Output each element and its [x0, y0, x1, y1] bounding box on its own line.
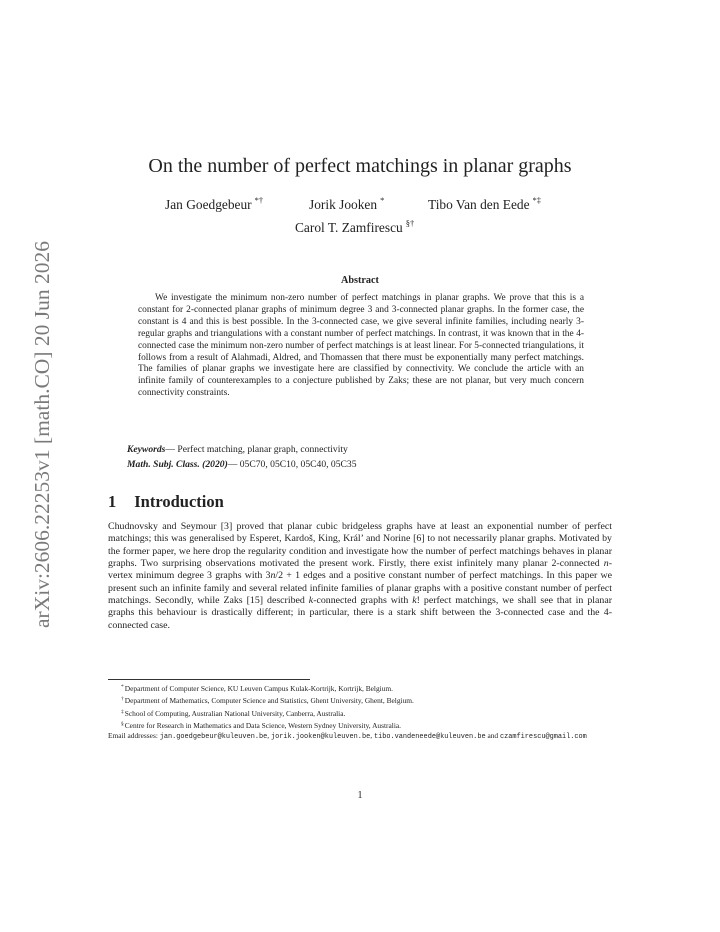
affiliation-marks: *‡	[532, 195, 542, 205]
affiliation-marks: *†	[254, 195, 264, 205]
author-name: Tibo Van den Eede	[428, 197, 530, 212]
intro-text-1: Chudnovsky and Seymour [3] proved that planar cubic bridgeless graphs have at least an exponential number of perfect matchings; this was generalised by Esperet, Kardoš, King, Král’ and Norine [6] to not necessarily planar graphs. Motivated by the former paper, we here drop the regularity condition and investigate how the number of perfect matchings behaves in planar graphs. Two surprising observations motivated the present work. Firstly, there exist infinitely many planar 2-connected	[108, 521, 612, 570]
intro-text-4: -connected graphs with	[313, 595, 413, 607]
abstract-heading: Abstract	[341, 275, 379, 286]
email-and: and	[487, 731, 499, 741]
intro-paragraph	[108, 521, 612, 632]
footnote-text: School of Computing, Australian National University, Canberra, Australia.	[124, 708, 346, 718]
msc-line	[127, 459, 357, 470]
author-name: Carol T. Zamfirescu	[295, 220, 403, 235]
footnote-text: Department of Computer Science, KU Leuven Campus Kulak-Kortrijk, Kortrijk, Belgium.	[124, 684, 394, 693]
affiliation-marks: *	[380, 195, 385, 205]
keywords-line	[127, 444, 348, 455]
email-separator: ,	[267, 731, 270, 741]
email-link[interactable]: jorik.jooken@kuleuven.be	[270, 733, 371, 742]
footnote-mark: †	[121, 696, 124, 703]
affiliation-marks: §†	[405, 218, 415, 228]
author-name: Jan Goedgebeur	[165, 197, 252, 212]
arxiv-identifier: arXiv:2606.22253v1 [math.CO] 20 Jun 2026	[30, 241, 54, 629]
intro-text-5: ! perfect matchings, we shall see that in planar graphs this behaviour is drastically different; in particular, there is a stark shift between the 3-connected case and the 4-connected case.	[108, 595, 612, 631]
section-title: Introduction	[134, 492, 224, 511]
email-link[interactable]: jan.goedgebeur@kuleuven.be	[159, 733, 268, 742]
footnote	[108, 694, 612, 706]
msc-text: — 05C70, 05C10, 05C40, 05C35	[227, 459, 357, 470]
author-jooken	[309, 195, 384, 213]
footnote-mark: *	[121, 684, 124, 690]
abstract-text: We investigate the minimum non-zero number of perfect matchings in planar graphs. We prove that this is a constant for 2-connected planar graphs of minimum degree 3 and 3-connected planar graphs. In the former case, the constant is 4 and this is best possible. In the 3-connected case, we give several infinite families, including nearly 3-regular graphs and triangulations with a constant number of perfect matchings. In contrast, it was known that in the 4-connected case the minimum non-zero number of perfect matchings is at least linear. For 5-connected triangulations, it follows from a result of Alahmadi, Aldred, and Thomassen that there must be exponentially many perfect matchings. The families of planar graphs we investigate here are classified by connectivity. We conclude the article with an infinite family of counterexamples to a conjecture published by Zaks; these are not planar, but very much concern connectivity constraints.	[138, 293, 584, 399]
footnote	[108, 707, 612, 719]
math-k: k	[412, 595, 417, 607]
page-number: 1	[357, 790, 363, 801]
footnote-text: Centre for Research in Mathematics and Data Science, Western Sydney University, Australia.	[124, 720, 402, 730]
footnote	[108, 682, 612, 694]
email-link[interactable]: czamfirescu@gmail.com	[499, 733, 587, 742]
footnote-mark: §	[121, 720, 124, 727]
email-label: Email addresses:	[108, 731, 158, 741]
footnote-rule	[108, 679, 310, 680]
email-addresses	[108, 731, 612, 742]
keywords-label: Keywords	[127, 444, 166, 455]
math-n: n	[270, 570, 276, 582]
author-van-den-eede	[428, 195, 541, 213]
math-k: k	[308, 595, 314, 607]
math-n: n	[603, 558, 609, 570]
footnote-mark: ‡	[121, 708, 124, 715]
keywords-text: — Perfect matching, planar graph, connectivity	[165, 444, 348, 455]
intro-text-3: /2 + 1 edges and a positive constant number of perfect matchings. In this paper we present such an infinite family and several related infinite families of planar graphs with a positive constant number of perfect matchings. Secondly, while Zaks [15] described	[108, 570, 612, 607]
author-goedgebeur	[165, 195, 263, 213]
email-separator: ,	[370, 731, 373, 741]
section-heading	[108, 492, 224, 512]
author-name: Jorik Jooken	[309, 197, 378, 212]
footnote	[108, 719, 612, 731]
footnote-text: Department of Mathematics, Computer Science and Statistics, Ghent University, Ghent, Belgium.	[124, 696, 414, 706]
footnotes	[108, 682, 612, 742]
msc-label: Math. Subj. Class. (2020)	[127, 459, 228, 470]
intro-text-2: -vertex minimum degree 3 graphs with 3	[108, 558, 612, 582]
paper-title: On the number of perfect matchings in planar graphs	[148, 155, 572, 177]
email-link[interactable]: tibo.vandeneede@kuleuven.be	[373, 733, 486, 742]
author-zamfirescu	[295, 218, 414, 236]
section-number: 1	[108, 492, 117, 511]
